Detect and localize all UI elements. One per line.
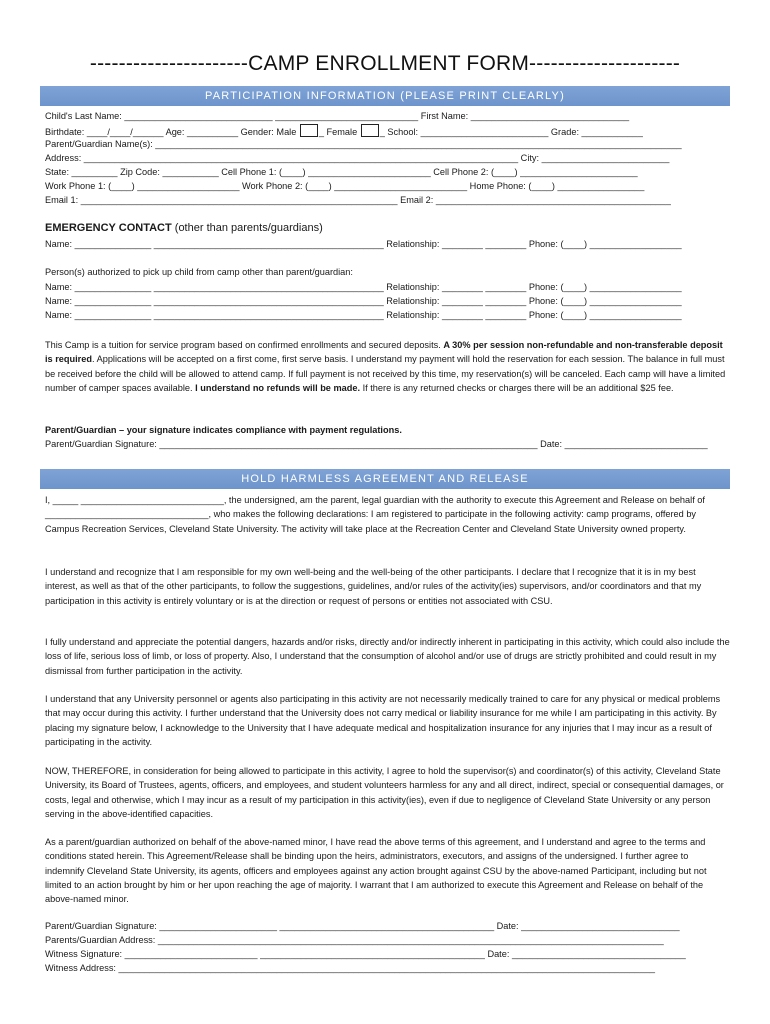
pickup-name-line-3[interactable]: Name: _______________ _____________________________________________ Relationship: ________ ________ Phone: (____) __________________: [45, 310, 682, 320]
school-grade-label: _ School: _________________________ Grade: ____________: [379, 127, 643, 137]
guardian-names-line[interactable]: Parent/Guardian Name(s): _______________________________________________________________________________________________________: [45, 139, 682, 149]
tuition-text-3: If there is any returned checks or charges there will be an additional $25 fee.: [360, 382, 674, 393]
signature-compliance-heading: Parent/Guardian – your signature indicates compliance with payment regulations.: [45, 425, 402, 435]
release-paragraph-3: I fully understand and appreciate the potential dangers, hazards and/or risks, directly and/or indirectly inherent in participating in this activity, which could also include the loss of life, serious loss of limb, or loss of property. Also, I understand that the consumption of alcohol and/or use of drugs are strictly prohibited and could result in my dismissal from further participation in the activity.: [45, 637, 730, 676]
pickup-name-line-2[interactable]: Name: _______________ _____________________________________________ Relationship: ________ ________ Phone: (____) __________________: [45, 296, 682, 306]
state-zip-phone-line[interactable]: State: _________ Zip Code: ___________ Cell Phone 1: (____) ________________________ Cell Phone 2: (____) _______________________: [45, 167, 638, 177]
pickup-intro: Person(s) authorized to pick up child from camp other than parent/guardian:: [45, 267, 353, 277]
participation-header: PARTICIPATION INFORMATION (PLEASE PRINT CLEARLY): [40, 86, 730, 106]
tuition-policy-paragraph: [45, 338, 730, 395]
release-paragraph-6: As a parent/guardian authorized on behalf of the above-named minor, I have read the above terms of this agreement, and I understand and agree to the terms and conditions stated herein. This Agreement/Release shall be binding upon the heirs, administrators, executors, and assigns of the undersigned. I further agree to indemnify Cleveland State University, its agents, officers and employees against any action brought against CSU by the above-named Participant, including but not limited to an action brought by him or her upon reaching the age of majority. I warrant that I am authorized to execute this Agreement and Release on behalf of the above-named minor.: [45, 837, 707, 905]
release-guardian-signature-line[interactable]: Parent/Guardian Signature: _______________________ __________________________________________ Date: _______________________________: [45, 921, 680, 931]
witness-signature-line[interactable]: Witness Signature: __________________________ ____________________________________________ Date: __________________________________: [45, 949, 686, 959]
emergency-contact-bold: EMERGENCY CONTACT: [45, 222, 172, 234]
no-refunds-text: I understand no refunds will be made.: [195, 382, 361, 393]
release-paragraph-2: I understand and recognize that I am responsible for my own well-being and the well-being of the other participants. I declare that I recognize that it is in my best interest, as well as that of the other participants, to follow the suggestions, guidelines, and/or rules of the activity(ies) supervisors, and/or coordinators and that my participation in this activity is entirely voluntary or is at the direction or request of persons or entities not associated with CSU.: [45, 567, 702, 606]
release-paragraph-4: I understand that any University personnel or agents also participating in this activity are not necessarily medically trained to care for any physical or medical problems that may occur during this activity. I further understand that the University does not carry medical or liability insurance for me while I am participating in this activity. By placing my signature below, I acknowledge to the University that I have adequate medical and hospitalization insurance for any injuries that I may incur as a result of participating in the activity.: [45, 694, 721, 747]
emergency-name-line[interactable]: Name: _______________ _____________________________________________ Relationship: ________ ________ Phone: (____) __________________: [45, 239, 682, 249]
birthdate-age-gender-label: Birthdate: ____/____/______ Age: __________ Gender: Male: [45, 127, 299, 137]
work-phone-line[interactable]: Work Phone 1: (____) ____________________ Work Phone 2: (____) __________________________ Home Phone: (____) _________________: [45, 181, 645, 191]
female-checkbox[interactable]: [361, 124, 379, 137]
tuition-text-1: This Camp is a tuition for service program based on confirmed enrollments and secured deposits.: [45, 340, 444, 350]
pickup-name-line-1[interactable]: Name: _______________ _____________________________________________ Relationship: ________ ________ Phone: (____) __________________: [45, 282, 682, 292]
deposit-required-text: A 30% per session non-refundable and non-transferable deposit is required: [45, 340, 723, 365]
email-line[interactable]: Email 1: ______________________________________________________________ Email 2: ______________________________________________: [45, 195, 671, 205]
release-paragraph-5: NOW, THEREFORE, in consideration for being allowed to participate in this activity, I agree to hold the supervisor(s) and coordinator(s) of this activity, Cleveland State University, its Board of Trustees, agents, officers, and employees, and student volunteers harmless for any and all direct, indirect, special or consequential damages, or costs, legal and otherwise, which I may incur as a result of my participation in this activity(ies), even if due to negligence of Cleveland State University or any person serving in the above-identified capacities.: [45, 766, 724, 819]
payment-signature-line[interactable]: Parent/Guardian Signature: __________________________________________________________________________ Date: ____________________________: [45, 439, 708, 449]
emergency-contact-heading: [45, 222, 323, 234]
child-last-name-line[interactable]: Child's Last Name: _____________________________ ____________________________ First Name: _______________________________: [45, 111, 630, 121]
release-paragraph-1: I, _____ ____________________________, the undersigned, am the parent, legal guardian with the authority to execute this Agreement and Release on behalf of ________________________________, who makes the following declarations: I am registered to participate in the following activity: camp programs, offered by Campus Recreation Services, Cleveland State University. The activity will take place at the Recreation Center and Cleveland State University owned property.: [45, 495, 705, 534]
form-title: ----------------------CAMP ENROLLMENT FORM---------------------: [89, 52, 681, 75]
release-header: HOLD HARMLESS AGREEMENT AND RELEASE: [40, 469, 730, 489]
address-line[interactable]: Address: _____________________________________________________________________________________ City: _________________________: [45, 153, 670, 163]
witness-address-line[interactable]: Witness Address: _________________________________________________________________________________________________________: [45, 963, 656, 973]
birthdate-line[interactable]: [45, 124, 643, 138]
tuition-text-2: . Applications will be accepted on a first come, first serve basis. I understand my payment will hold the reservation for each session. The balance in full must be received before the child will be allowed to attend camp. If full payment is not received by this time, my reservation(s) will be canceled. Each camp will have a limited number of camper spaces available.: [45, 354, 726, 393]
female-label: _ Female: [318, 127, 360, 137]
release-guardian-address-line[interactable]: Parents/Guardian Address: ___________________________________________________________________________________________________: [45, 935, 664, 945]
male-checkbox[interactable]: [300, 124, 318, 137]
emergency-contact-note: (other than parents/guardians): [171, 222, 323, 234]
